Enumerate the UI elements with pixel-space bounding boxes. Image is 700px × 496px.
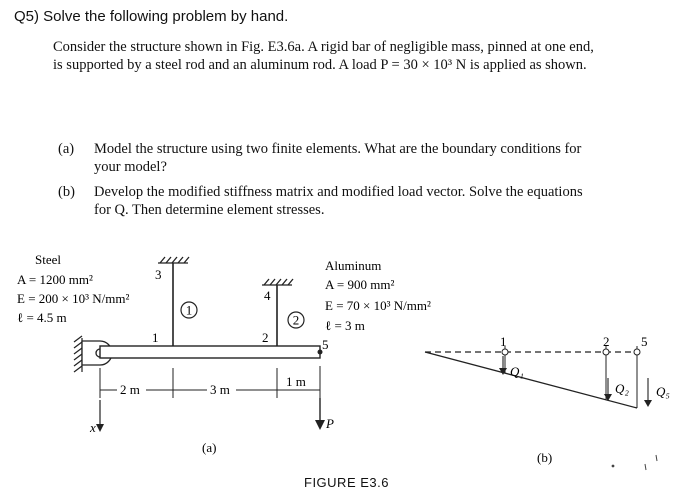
steel-length: ℓ = 4.5 m bbox=[17, 310, 67, 325]
b-node-5-label: 5 bbox=[641, 334, 648, 349]
aluminum-ceiling-support bbox=[262, 279, 293, 285]
steel-ceiling-support bbox=[158, 257, 189, 263]
q5-arrowhead bbox=[644, 400, 652, 407]
aluminum-name: Aluminum bbox=[325, 258, 382, 273]
part-a-line-1: Model the structure using two finite elements. What are the boundary conditions for bbox=[94, 141, 582, 157]
q2-label: Q₂ bbox=[615, 381, 629, 396]
element-1-label: 1 bbox=[185, 302, 193, 318]
b-node-2-label: 2 bbox=[603, 334, 610, 349]
aluminum-length: ℓ = 3 m bbox=[325, 318, 365, 333]
x-axis-label: x bbox=[90, 420, 96, 435]
node-5-label: 5 bbox=[322, 337, 329, 352]
node-4-label: 4 bbox=[264, 288, 271, 303]
figure-caption: FIGURE E3.6 bbox=[304, 475, 389, 490]
element-2-label: 2 bbox=[292, 312, 300, 328]
part-a-line-2: your model? bbox=[94, 159, 167, 175]
dim-3m: 3 m bbox=[210, 382, 230, 397]
dim-2m: 2 m bbox=[120, 382, 140, 397]
load-arrowhead bbox=[315, 420, 325, 430]
subfigure-a-label: (a) bbox=[202, 440, 217, 455]
node-1-circle bbox=[502, 349, 508, 355]
node-5-circle bbox=[634, 349, 640, 355]
q5-label: Q₅ bbox=[656, 384, 670, 399]
q1-label: Q₁ bbox=[510, 364, 524, 379]
steel-name: Steel bbox=[35, 252, 61, 267]
stray-marks bbox=[612, 455, 657, 470]
statement-line-2: is supported by a steel rod and an aluminum rod. A load P = 30 × 10³ N is applied as shown. bbox=[53, 57, 587, 73]
statement-line-1: Consider the structure shown in Fig. E3.6a. A rigid bar of negligible mass, pinned at one end, bbox=[53, 39, 594, 55]
subfigure-b-label: (b) bbox=[537, 450, 553, 465]
node-2-circle bbox=[603, 349, 609, 355]
load-label: P bbox=[326, 416, 334, 431]
deformed-line bbox=[425, 352, 637, 408]
steel-area: A = 1200 mm² bbox=[17, 272, 93, 287]
dim-1m: 1 m bbox=[286, 374, 306, 389]
part-b-line-1: Develop the modified stiffness matrix and modified load vector. Solve the equations bbox=[94, 184, 583, 200]
part-a-label: (a) bbox=[58, 141, 75, 157]
aluminum-modulus: E = 70 × 10³ N/mm² bbox=[325, 298, 431, 313]
bar-end-node bbox=[318, 350, 323, 355]
wall-support bbox=[74, 336, 82, 372]
node-2-label: 2 bbox=[262, 330, 269, 345]
part-b-line-2: for Q. Then determine element stresses. bbox=[94, 202, 325, 218]
part-b-label: (b) bbox=[58, 184, 75, 200]
rigid-bar bbox=[100, 346, 320, 358]
question-title: Q5) Solve the following problem by hand. bbox=[14, 8, 289, 25]
steel-modulus: E = 200 × 10³ N/mm² bbox=[17, 291, 130, 306]
aluminum-area: A = 900 mm² bbox=[325, 277, 395, 292]
node-3-label: 3 bbox=[155, 267, 162, 282]
node-1-label: 1 bbox=[152, 330, 159, 345]
x-axis-arrowhead bbox=[96, 424, 104, 432]
b-node-1-label: 1 bbox=[500, 334, 507, 349]
